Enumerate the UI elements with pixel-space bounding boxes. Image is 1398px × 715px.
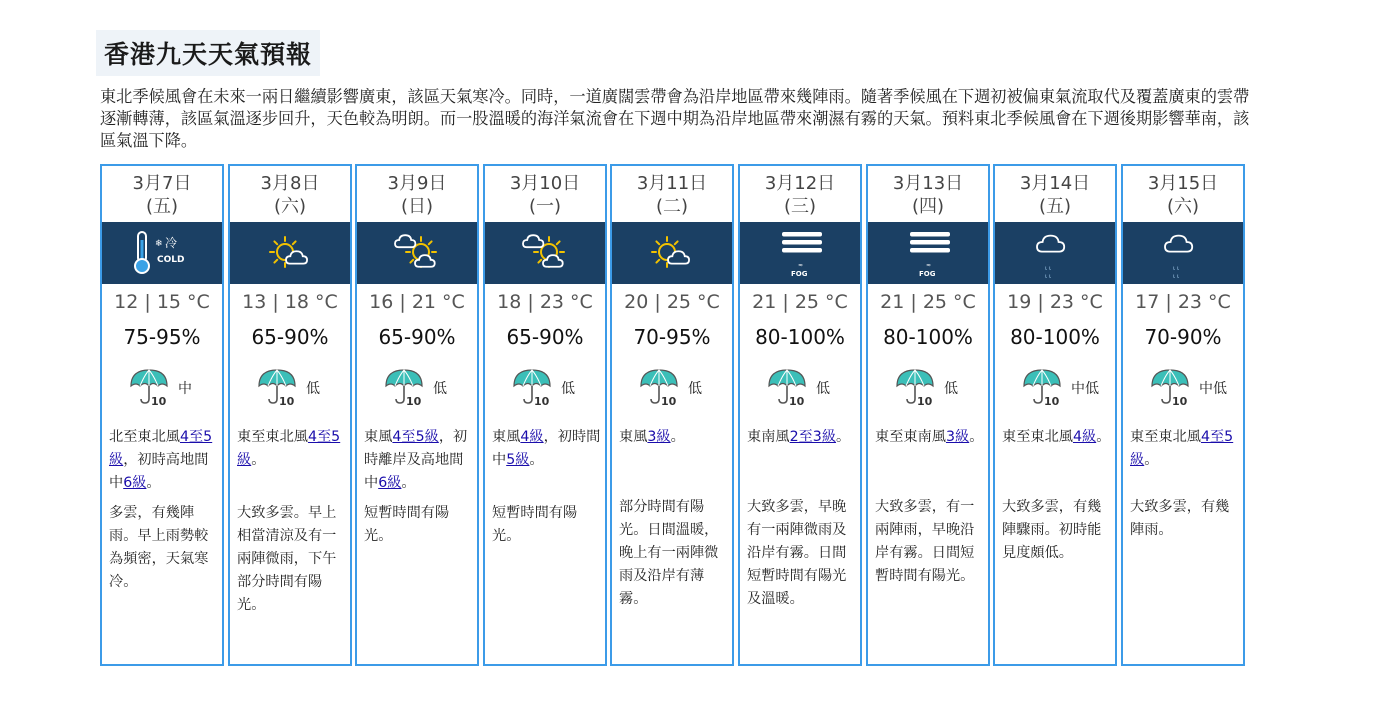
- forecast-card: [738, 164, 862, 666]
- weather-forecast-text: 大致多雲，有一兩陣雨，早晚沿岸有霧。日間短暫時間有陽光。: [875, 499, 975, 584]
- weather-forecast-text: 短暫時間有陽光。: [364, 505, 450, 544]
- wind-forecast: [364, 426, 474, 495]
- temperature-range: 16 | 21 °C: [369, 291, 465, 313]
- forecast-card: [993, 164, 1117, 666]
- beaufort-link[interactable]: 5級: [506, 452, 530, 468]
- weather-forecast-text: 大致多雲，有幾陣驟雨。初時能見度頗低。: [1002, 499, 1102, 561]
- forecast-date: 3月14日: [1019, 173, 1091, 194]
- temperature-range: 12 | 15 °C: [114, 291, 210, 313]
- weather-icon-band: [868, 222, 988, 284]
- weather-icon-band: [230, 222, 350, 284]
- weather-forecast-text: 大致多雲。早上相當清涼及有一兩陣微雨，下午部分時間有陽光。: [237, 505, 337, 613]
- sunny-intervals-icon: [485, 222, 605, 284]
- showers-icon: [995, 222, 1115, 284]
- forecast-card: [483, 164, 607, 666]
- svg-text:10: 10: [1044, 395, 1060, 408]
- cold-icon: [102, 222, 222, 284]
- forecast-weekday: (四): [911, 196, 945, 217]
- forecast-weekday: (三): [783, 196, 817, 217]
- wind-text: 。: [1096, 429, 1111, 445]
- beaufort-link[interactable]: 4: [1072, 429, 1082, 445]
- forecast-weekday: (五): [1038, 196, 1072, 217]
- humidity-range: 65-90%: [506, 325, 584, 349]
- general-situation: 東北季候風會在未來一兩日繼續影響廣東，該區天氣寒冷。同時，一道廣闊雲帶會為沿岸地區帶來幾陣雨。隨著季候風在下週初被偏東氣流取代及覆蓋廣東的雲帶逐漸轉薄，該區氣溫逐步回升，天色較為明朗。而一股溫暖的海洋氣流會在下週中期為沿岸地區帶來潮濕有霧的天氣。預料東北季候風會在下週後期影響華南，該區氣溫下降。: [100, 87, 1250, 150]
- svg-text:FOG: FOG: [919, 270, 936, 278]
- sunny-periods-icon: [612, 222, 732, 284]
- svg-text:COLD: COLD: [157, 255, 185, 265]
- psr-level: 中: [178, 381, 192, 397]
- psr-indicator: [995, 366, 1115, 410]
- wind-text: ，初時離岸及高地間中: [364, 429, 468, 491]
- beaufort-link[interactable]: 級: [954, 429, 970, 445]
- humidity-range: 80-100%: [1010, 325, 1100, 349]
- psr-indicator: [485, 366, 605, 410]
- wind-forecast: [619, 426, 729, 449]
- psr-indicator: [230, 366, 350, 410]
- svg-text:❄: ❄: [155, 239, 163, 249]
- wind-text: 。: [251, 452, 266, 468]
- wind-forecast: [109, 426, 219, 495]
- page-title-box: [96, 30, 320, 76]
- psr-level: 中低: [1071, 381, 1099, 397]
- psr-indicator: [102, 366, 222, 410]
- wind-text: ，初時間中: [492, 429, 601, 468]
- temperature-range: 21 | 25 °C: [880, 291, 976, 313]
- forecast-date: 3月9日: [387, 173, 447, 194]
- wind-text: 。: [401, 475, 416, 491]
- wind-text: 東至東北風: [1002, 429, 1073, 445]
- psr-indicator: [740, 366, 860, 410]
- psr-indicator: [357, 366, 477, 410]
- forecast-date: 3月10日: [509, 173, 581, 194]
- psr-level: 低: [816, 381, 830, 397]
- weather-forecast-text: 多雲，有幾陣雨。早上雨勢較為頻密，天氣寒冷。: [109, 505, 209, 590]
- beaufort-link[interactable]: 級: [1130, 452, 1145, 468]
- forecast-weekday: (五): [145, 196, 179, 217]
- svg-text:ι ι: ι ι: [1045, 265, 1051, 272]
- wind-forecast: [1130, 426, 1240, 472]
- forecast-date: 3月12日: [764, 173, 836, 194]
- forecast-weekday: (一): [528, 196, 562, 217]
- temperature-range: 21 | 25 °C: [752, 291, 848, 313]
- beaufort-link[interactable]: 6級: [378, 475, 402, 491]
- wind-forecast: [1002, 426, 1112, 449]
- wind-text: 東至東北風: [237, 429, 308, 445]
- wind-text: 東風: [619, 429, 648, 445]
- weather-forecast-text: 大致多雲，有幾陣雨。: [1130, 499, 1230, 538]
- psr-umbrella-icon: [1149, 368, 1195, 408]
- beaufort-link[interactable]: 2至3: [789, 429, 822, 445]
- sunny-intervals-icon: [357, 222, 477, 284]
- svg-text:10: 10: [661, 395, 677, 408]
- humidity-range: 70-95%: [633, 325, 711, 349]
- psr-level: 低: [688, 381, 702, 397]
- wind-text: 。: [836, 429, 851, 445]
- humidity-range: 65-90%: [378, 325, 456, 349]
- forecast-card: [610, 164, 734, 666]
- psr-level: 低: [561, 381, 575, 397]
- svg-text:10: 10: [279, 395, 295, 408]
- temperature-range: 17 | 23 °C: [1135, 291, 1231, 313]
- psr-umbrella-icon: [638, 368, 684, 408]
- psr-level: 低: [433, 381, 447, 397]
- weather-icon-band: [102, 222, 222, 284]
- weather-forecast-text: 大致多雲，早晚有一兩陣微雨及沿岸有霧。日間短暫時間有陽光及溫暖。: [747, 499, 847, 607]
- wind-text: 。: [529, 452, 544, 468]
- wind-forecast: [492, 426, 602, 472]
- psr-umbrella-icon: [383, 368, 429, 408]
- psr-indicator: [868, 366, 988, 410]
- svg-text:10: 10: [789, 395, 805, 408]
- forecast-weekday: (六): [273, 196, 307, 217]
- beaufort-link[interactable]: 4至5: [1200, 429, 1234, 445]
- psr-umbrella-icon: [1021, 368, 1067, 408]
- wind-text: 東風: [492, 429, 521, 445]
- svg-text:10: 10: [151, 395, 167, 408]
- beaufort-link[interactable]: 級: [821, 429, 837, 445]
- psr-level: 中低: [1199, 381, 1227, 397]
- wind-text: 。: [670, 429, 685, 445]
- humidity-range: 65-90%: [251, 325, 329, 349]
- wind-text: 東至東北風: [1130, 429, 1201, 445]
- weather-icon-band: [995, 222, 1115, 284]
- weather-icon-band: [357, 222, 477, 284]
- wind-forecast: [875, 426, 985, 449]
- svg-text:冷: 冷: [165, 236, 178, 250]
- forecast-card: [1121, 164, 1245, 666]
- forecast-date: 3月7日: [132, 173, 192, 194]
- temperature-range: 18 | 23 °C: [497, 291, 593, 313]
- showers-icon: [1123, 222, 1243, 284]
- svg-text:10: 10: [406, 395, 422, 408]
- wind-text: 。: [969, 429, 984, 445]
- wind-forecast: [237, 426, 347, 472]
- page-title: 香港九天天氣預報: [104, 40, 313, 69]
- wind-text: 。: [146, 475, 161, 491]
- weather-forecast-text: 部分時間有陽光。日間溫暖，晚上有一兩陣微雨及沿岸有薄霧。: [619, 499, 719, 607]
- forecast-card: [866, 164, 990, 666]
- svg-text:≈: ≈: [798, 262, 804, 269]
- psr-indicator: [612, 366, 732, 410]
- psr-umbrella-icon: [256, 368, 302, 408]
- humidity-range: 80-100%: [755, 325, 845, 349]
- forecast-card: [228, 164, 352, 666]
- psr-indicator: [1123, 366, 1243, 410]
- forecast-weekday: (六): [1166, 196, 1200, 217]
- beaufort-link[interactable]: 6級: [123, 475, 147, 491]
- beaufort-link[interactable]: 4級: [520, 429, 544, 445]
- svg-text:ι ι: ι ι: [1173, 265, 1179, 272]
- wind-text: 。: [1144, 452, 1159, 468]
- forecast-date: 3月15日: [1147, 173, 1219, 194]
- beaufort-link[interactable]: 3級: [647, 429, 671, 445]
- humidity-range: 75-95%: [123, 325, 201, 349]
- wind-text: 東至東南風: [875, 429, 946, 445]
- svg-text:10: 10: [1172, 395, 1188, 408]
- temperature-range: 20 | 25 °C: [624, 291, 720, 313]
- beaufort-link[interactable]: 3: [945, 429, 955, 445]
- weather-icon-band: [1123, 222, 1243, 284]
- wind-text: ，初時高地間中: [109, 452, 209, 491]
- wind-text: 東風: [364, 429, 393, 445]
- weather-icon-band: [740, 222, 860, 284]
- wind-text: 東南風: [747, 429, 790, 445]
- forecast-weekday: (二): [655, 196, 689, 217]
- fog-icon: [868, 222, 988, 284]
- beaufort-link[interactable]: 4至5級: [392, 429, 439, 445]
- forecast-weekday: (日): [400, 196, 434, 217]
- temperature-range: 13 | 18 °C: [242, 291, 338, 313]
- beaufort-link[interactable]: 4至5級: [237, 429, 341, 468]
- sunny-periods-icon: [230, 222, 350, 284]
- svg-text:10: 10: [534, 395, 550, 408]
- psr-umbrella-icon: [128, 368, 174, 408]
- fog-icon: [740, 222, 860, 284]
- temperature-range: 19 | 23 °C: [1007, 291, 1103, 313]
- forecast-card: [100, 164, 224, 666]
- forecast-card: [355, 164, 479, 666]
- svg-text:ι ι: ι ι: [1045, 273, 1051, 280]
- humidity-range: 70-90%: [1144, 325, 1222, 349]
- wind-forecast: [747, 426, 857, 449]
- psr-level: 低: [306, 381, 320, 397]
- forecast-grid: [100, 164, 1254, 664]
- psr-umbrella-icon: [511, 368, 557, 408]
- svg-text:≈: ≈: [926, 262, 932, 269]
- svg-text:FOG: FOG: [791, 270, 808, 278]
- psr-umbrella-icon: [766, 368, 812, 408]
- weather-icon-band: [485, 222, 605, 284]
- weather-icon-band: [612, 222, 732, 284]
- beaufort-link[interactable]: 4至5級: [109, 429, 213, 468]
- beaufort-link[interactable]: 級: [1081, 429, 1097, 445]
- svg-text:10: 10: [917, 395, 933, 408]
- weather-forecast-text: 短暫時間有陽光。: [492, 505, 578, 544]
- forecast-date: 3月11日: [636, 173, 708, 194]
- psr-umbrella-icon: [894, 368, 940, 408]
- forecast-date: 3月8日: [260, 173, 320, 194]
- humidity-range: 80-100%: [883, 325, 973, 349]
- psr-level: 低: [944, 381, 958, 397]
- wind-text: 北至東北風: [109, 429, 180, 445]
- svg-text:ι ι: ι ι: [1173, 273, 1179, 280]
- forecast-date: 3月13日: [892, 173, 964, 194]
